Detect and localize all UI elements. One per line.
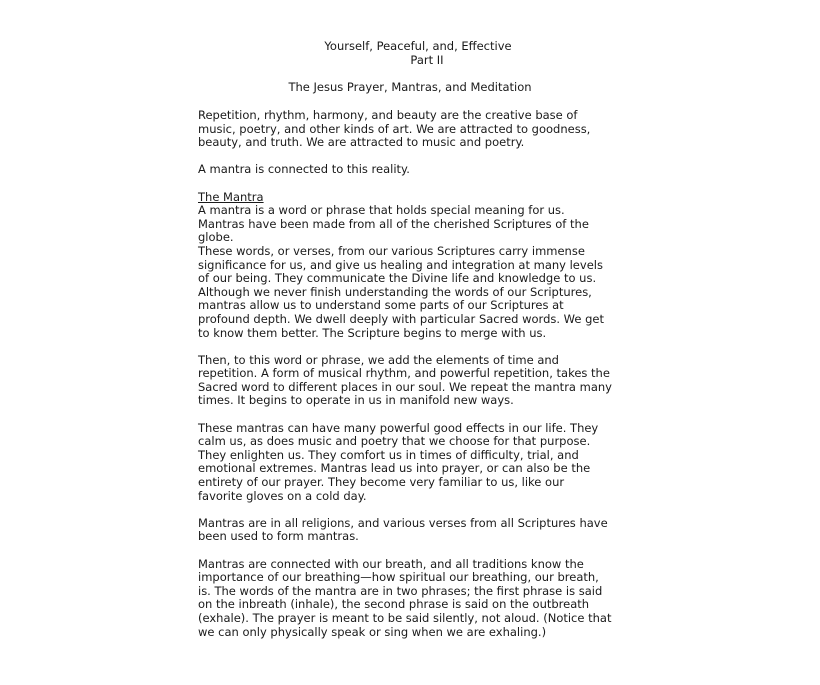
paragraph-mantra-definition: A mantra is a word or phrase that holds special meaning for us. Mantras have been made from all of the cherished Scriptures of the globe. These words, or verses, from our various Scriptures carry immense significance for us, and give us healing and integration at many levels of our being. They communicate the Divine life and knowledge to us. Although we never finish understanding the words of our Scriptures, mantras allow us to understand some parts of our Scriptures at profound depth. We dwell deeply with particular Sacred words. We get to know them better. The Scripture begins to merge with us. [198,203,604,340]
paragraph-time-repetition: Then, to this word or phrase, we add the elements of time and repetition. A form of musical rhythm, and powerful repetition, takes the Sacred word to different places in our soul. We repeat the mantra many times. It begins to operate in us in manifold new ways. [198,352,612,408]
paragraph-intro: Repetition, rhythm, harmony, and beauty are the creative base of music, poetry, and other kinds of art. We are attracted to goodness, beauty, and truth. We are attracted to music and poetry. [198,108,591,150]
document-part-label: Part II [410,52,444,67]
section-heading-the-mantra: The Mantra [198,189,264,204]
paragraph-mantra-reality: A mantra is connected to this reality. [198,162,410,177]
document-title: Yourself, Peaceful, and, Effective [324,39,512,53]
paragraph-religions: Mantras are in all religions, and various verses from all Scriptures have been used to form mantras. [198,515,608,544]
document-body [198,109,638,653]
paragraph-breath: Mantras are connected with our breath, and all traditions know the importance of our breathing—how spiritual our breathing, our breath, is. The words of the mantra are in two phrases; the first phrase is said on the inbreath (inhale), the second phrase is said on the outbreath (exhale). The prayer is meant to be said silently, not aloud. (Notice that we can only physically speak or sing when we are exhaling.) [198,556,612,639]
paragraph-effects: These mantras can have many powerful good effects in our life. They calm us, as does music and poetry that we choose for that purpose. They enlighten us. They comfort us in times of difficulty, trial, and emotional extremes. Mantras lead us into prayer, or can also be the entirety of our prayer. They become very familiar to us, like our favorite gloves on a cold day. [198,420,599,503]
document-subtitle: The Jesus Prayer, Mantras, and Meditation [288,80,532,94]
